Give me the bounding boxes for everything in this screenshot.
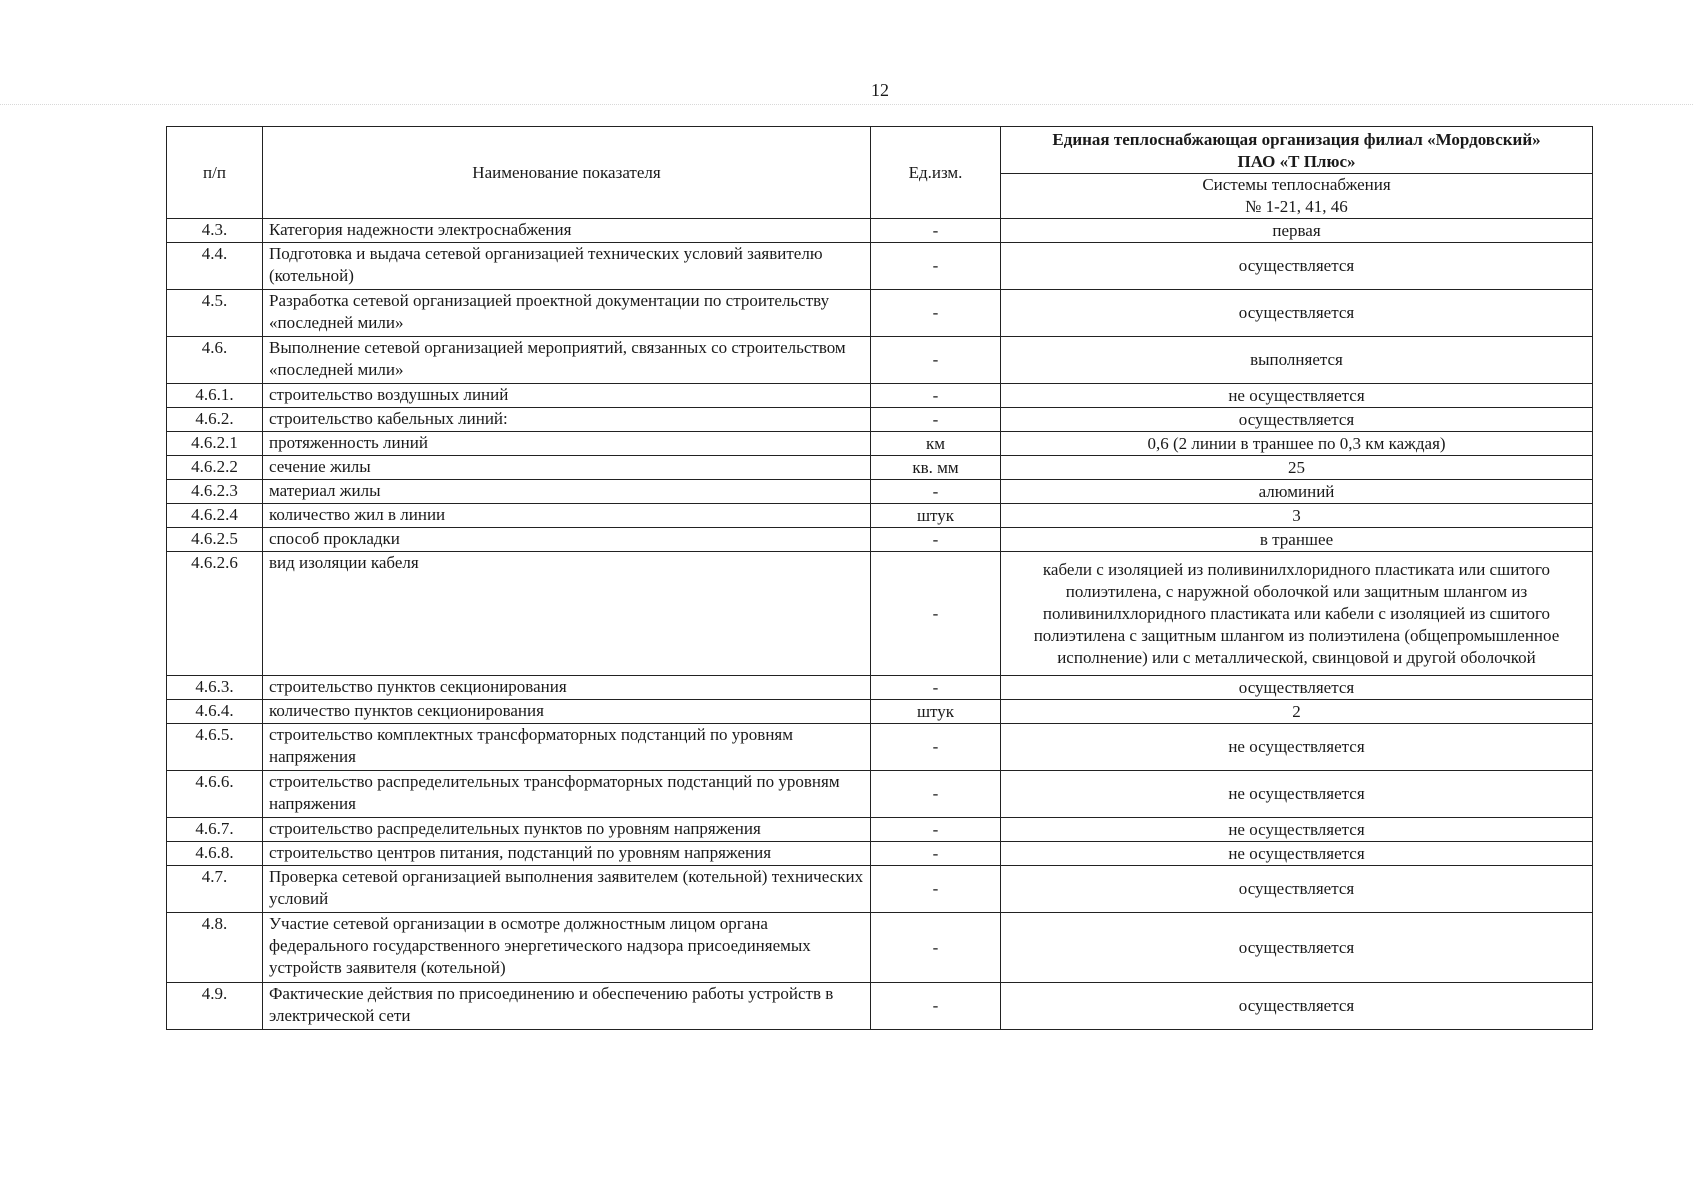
header-col-unit: Ед.изм. [871, 127, 1001, 219]
row-unit: - [871, 384, 1001, 408]
row-name: Проверка сетевой организацией выполнения заявителем (котельной) технических условий [263, 866, 871, 913]
row-value: осуществляется [1001, 866, 1593, 913]
row-number: 4.6.8. [167, 842, 263, 866]
row-name: Фактические действия по присоединению и обеспечению работы устройств в электрической сети [263, 983, 871, 1030]
row-number: 4.3. [167, 219, 263, 243]
table-row [167, 983, 1593, 1030]
row-number: 4.6.3. [167, 676, 263, 700]
row-name: способ прокладки [263, 528, 871, 552]
row-name: количество пунктов секционирования [263, 700, 871, 724]
row-value: не осуществляется [1001, 384, 1593, 408]
row-name: количество жил в линии [263, 504, 871, 528]
row-value: в траншее [1001, 528, 1593, 552]
page-number: 12 [871, 80, 889, 100]
row-name: Участие сетевой организации в осмотре должностным лицом органа федерального государственного энергетического надзора присоединяемых устройств заявителя (котельной) [263, 913, 871, 983]
row-name: строительство воздушных линий [263, 384, 871, 408]
row-number: 4.4. [167, 243, 263, 290]
row-number: 4.7. [167, 866, 263, 913]
table-row [167, 408, 1593, 432]
table-row [167, 384, 1593, 408]
row-unit: - [871, 528, 1001, 552]
row-value: не осуществляется [1001, 818, 1593, 842]
organization-company: ПАО «Т Плюс» [1237, 152, 1356, 171]
row-value: 3 [1001, 504, 1593, 528]
row-value: осуществляется [1001, 290, 1593, 337]
row-name: Выполнение сетевой организацией мероприятий, связанных со строительством «последней мили» [263, 337, 871, 384]
row-unit: - [871, 818, 1001, 842]
row-unit: - [871, 866, 1001, 913]
row-number: 4.6.2.3 [167, 480, 263, 504]
row-number: 4.6.2.1 [167, 432, 263, 456]
scan-rule [0, 104, 1693, 106]
table-row [167, 243, 1593, 290]
row-number: 4.6.2.4 [167, 504, 263, 528]
indicators-table [166, 126, 1593, 1030]
table-row [167, 456, 1593, 480]
row-unit: - [871, 771, 1001, 818]
table-row [167, 480, 1593, 504]
row-value: первая [1001, 219, 1593, 243]
row-name: материал жилы [263, 480, 871, 504]
row-value: алюминий [1001, 480, 1593, 504]
table-row [167, 818, 1593, 842]
row-number: 4.6.2.5 [167, 528, 263, 552]
organization-name: Единая теплоснабжающая организация филиал «Мордовский» [1052, 130, 1541, 149]
systems-numbers: № 1-21, 41, 46 [1245, 197, 1348, 216]
row-unit: - [871, 290, 1001, 337]
row-number: 4.6. [167, 337, 263, 384]
row-value: осуществляется [1001, 408, 1593, 432]
table-row [167, 724, 1593, 771]
row-value: осуществляется [1001, 676, 1593, 700]
row-unit: штук [871, 504, 1001, 528]
table-row [167, 866, 1593, 913]
table-body [167, 219, 1593, 1030]
row-name: строительство распределительных пунктов по уровням напряжения [263, 818, 871, 842]
row-unit: - [871, 913, 1001, 983]
row-unit: - [871, 408, 1001, 432]
row-number: 4.6.6. [167, 771, 263, 818]
table-row [167, 504, 1593, 528]
row-unit: - [871, 337, 1001, 384]
row-unit: штук [871, 700, 1001, 724]
row-value: кабели с изоляцией из поливинилхлоридного пластиката или сшитого полиэтилена, с наружной оболочкой или защитным шлангом из поливинилхлоридного пластиката или кабели с изоляцией из сшитого полиэтилена с защитным шлангом из полиэтилена (общепромышленное исполнение) или с металлической, свинцовой и другой оболочкой [1001, 552, 1593, 676]
row-name: протяженность линий [263, 432, 871, 456]
row-unit: - [871, 480, 1001, 504]
table-row [167, 337, 1593, 384]
row-unit: - [871, 983, 1001, 1030]
row-value: выполняется [1001, 337, 1593, 384]
table-row [167, 552, 1593, 676]
row-unit: - [871, 724, 1001, 771]
row-name: строительство кабельных линий: [263, 408, 871, 432]
row-number: 4.9. [167, 983, 263, 1030]
table-row [167, 842, 1593, 866]
row-value: 25 [1001, 456, 1593, 480]
row-number: 4.5. [167, 290, 263, 337]
row-name: Разработка сетевой организацией проектной документации по строительству «последней мили» [263, 290, 871, 337]
row-name: строительство распределительных трансформаторных подстанций по уровням напряжения [263, 771, 871, 818]
table-row [167, 676, 1593, 700]
row-value: осуществляется [1001, 243, 1593, 290]
row-value: не осуществляется [1001, 771, 1593, 818]
row-name: строительство комплектных трансформаторных подстанций по уровням напряжения [263, 724, 871, 771]
row-name: сечение жилы [263, 456, 871, 480]
systems-label: Системы теплоснабжения [1202, 175, 1391, 194]
table-row [167, 528, 1593, 552]
table-row [167, 700, 1593, 724]
row-number: 4.6.2.6 [167, 552, 263, 676]
row-value: осуществляется [1001, 983, 1593, 1030]
row-value: осуществляется [1001, 913, 1593, 983]
row-unit: кв. мм [871, 456, 1001, 480]
header-systems [1001, 174, 1593, 219]
header-col-name: Наименование показателя [263, 127, 871, 219]
row-unit: - [871, 219, 1001, 243]
row-name: вид изоляции кабеля [263, 552, 871, 676]
row-unit: - [871, 842, 1001, 866]
row-number: 4.6.2. [167, 408, 263, 432]
row-value: 2 [1001, 700, 1593, 724]
row-name: Подготовка и выдача сетевой организацией технических условий заявителю (котельной) [263, 243, 871, 290]
row-number: 4.6.1. [167, 384, 263, 408]
row-value: 0,6 (2 линии в траншее по 0,3 км каждая) [1001, 432, 1593, 456]
row-number: 4.6.5. [167, 724, 263, 771]
row-number: 4.6.7. [167, 818, 263, 842]
row-value: не осуществляется [1001, 842, 1593, 866]
header-col-num: п/п [167, 127, 263, 219]
row-name: строительство центров питания, подстанций по уровням напряжения [263, 842, 871, 866]
row-name: строительство пунктов секционирования [263, 676, 871, 700]
table-row [167, 219, 1593, 243]
row-value: не осуществляется [1001, 724, 1593, 771]
table-row [167, 913, 1593, 983]
row-unit: - [871, 552, 1001, 676]
table-row [167, 290, 1593, 337]
row-unit: - [871, 676, 1001, 700]
row-number: 4.8. [167, 913, 263, 983]
table-row [167, 432, 1593, 456]
row-unit: км [871, 432, 1001, 456]
table-row [167, 771, 1593, 818]
row-number: 4.6.2.2 [167, 456, 263, 480]
row-unit: - [871, 243, 1001, 290]
header-organization [1001, 127, 1593, 174]
row-name: Категория надежности электроснабжения [263, 219, 871, 243]
row-number: 4.6.4. [167, 700, 263, 724]
